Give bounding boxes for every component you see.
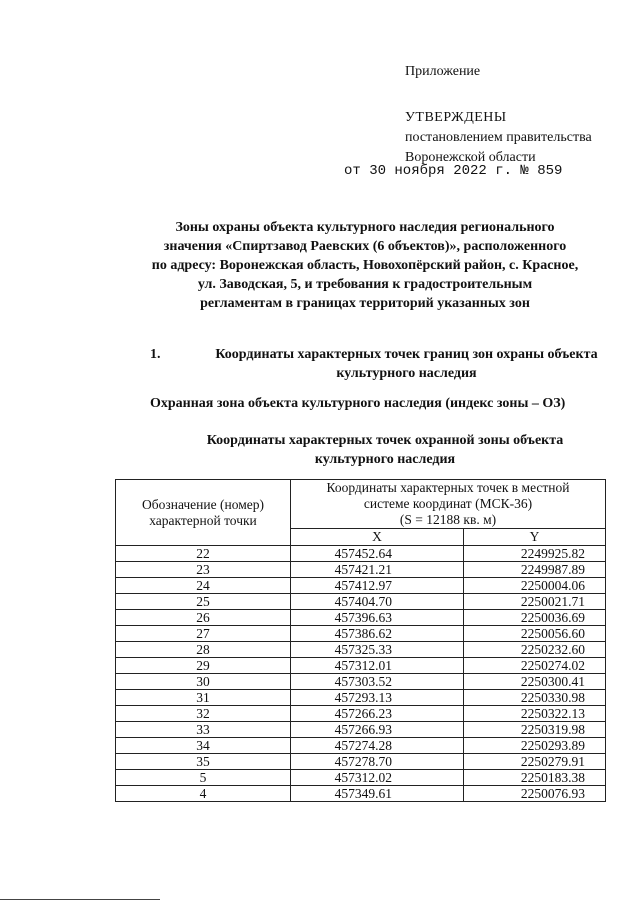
- y-cell: 2250274.02: [464, 658, 606, 674]
- x-cell: 457266.23: [291, 706, 464, 722]
- x-cell: 457293.13: [291, 690, 464, 706]
- table-row: [116, 658, 606, 674]
- table-row: [116, 786, 606, 802]
- section-number: 1.: [150, 347, 161, 362]
- x-column-header: X: [291, 529, 464, 546]
- zone-heading: Охранная зона объекта культурного наследия (индекс зоны – ОЗ): [150, 396, 566, 411]
- point-header-line-2: характерной точки: [149, 512, 257, 528]
- x-cell: 457421.21: [291, 562, 464, 578]
- point-header-line-1: Обозначение (номер): [142, 496, 264, 512]
- point-cell: 5: [116, 770, 291, 786]
- x-cell: 457386.62: [291, 626, 464, 642]
- y-cell: 2250183.38: [464, 770, 606, 786]
- y-cell: 2250076.93: [464, 786, 606, 802]
- title-line-3: по адресу: Воронежская область, Новохопёрский район, с. Красное,: [151, 258, 579, 273]
- approved-by-line-2: Воронежской области: [405, 150, 536, 165]
- title-line-1: Зоны охраны объекта культурного наследия регионального: [175, 220, 555, 235]
- x-cell: 457349.61: [291, 786, 464, 802]
- title-line-5: регламентам в границах территорий указанных зон: [200, 296, 530, 311]
- point-cell: 29: [116, 658, 291, 674]
- table-row: [116, 642, 606, 658]
- y-cell: 2250300.41: [464, 674, 606, 690]
- y-cell: 2250004.06: [464, 578, 606, 594]
- point-cell: 4: [116, 786, 291, 802]
- y-cell: 2250021.71: [464, 594, 606, 610]
- point-cell: 27: [116, 626, 291, 642]
- approval-block: [405, 108, 592, 168]
- point-column-header: [116, 480, 291, 546]
- x-cell: 457404.70: [291, 594, 464, 610]
- table-header-row: [116, 480, 606, 529]
- section-title-line-1: Координаты характерных точек границ зон охраны объекта: [215, 347, 598, 362]
- point-cell: 28: [116, 642, 291, 658]
- table-row: [116, 722, 606, 738]
- point-cell: 25: [116, 594, 291, 610]
- point-cell: 22: [116, 546, 291, 562]
- title-line-2: значения «Спиртзавод Раевских (6 объектов)», расположенного: [163, 239, 567, 254]
- point-cell: 35: [116, 754, 291, 770]
- y-cell: 2250036.69: [464, 610, 606, 626]
- y-cell: 2250322.13: [464, 706, 606, 722]
- table-row: [116, 562, 606, 578]
- appendix-label: Приложение: [405, 64, 481, 79]
- x-cell: 457266.93: [291, 722, 464, 738]
- y-cell: 2250293.89: [464, 738, 606, 754]
- x-cell: 457396.63: [291, 610, 464, 626]
- coords-column-header: [291, 480, 606, 529]
- coords-header-line-1: Координаты характерных точек в местной: [326, 480, 570, 495]
- title-line-4: ул. Заводская, 5, и требования к градостроительным: [197, 277, 533, 292]
- table-title: [150, 431, 620, 469]
- x-cell: 457303.52: [291, 674, 464, 690]
- point-cell: 33: [116, 722, 291, 738]
- y-cell: 2250056.60: [464, 626, 606, 642]
- table-row: [116, 690, 606, 706]
- table-row: [116, 546, 606, 562]
- point-cell: 26: [116, 610, 291, 626]
- x-cell: 457412.97: [291, 578, 464, 594]
- point-cell: 23: [116, 562, 291, 578]
- point-cell: 24: [116, 578, 291, 594]
- table-title-line-1: Координаты характерных точек охранной зоны объекта: [206, 433, 564, 448]
- y-cell: 2250319.98: [464, 722, 606, 738]
- y-column-header: Y: [464, 529, 606, 546]
- approved-heading: УТВЕРЖДЕНЫ: [405, 110, 507, 125]
- x-cell: 457312.01: [291, 658, 464, 674]
- table-row: [116, 578, 606, 594]
- section-title-line-2: культурного наследия: [336, 366, 477, 381]
- point-cell: 32: [116, 706, 291, 722]
- table-row: [116, 610, 606, 626]
- x-cell: 457278.70: [291, 754, 464, 770]
- table-title-line-2: культурного наследия: [314, 452, 456, 467]
- document-title: [100, 218, 630, 313]
- coordinates-table: [115, 479, 606, 802]
- y-cell: 2250330.98: [464, 690, 606, 706]
- table-row: [116, 754, 606, 770]
- table-row: [116, 770, 606, 786]
- decree-date: от 30 ноября 2022 г. № 859: [344, 163, 563, 179]
- approved-by-line-1: постановлением правительства: [405, 130, 592, 145]
- x-cell: 457274.28: [291, 738, 464, 754]
- point-cell: 30: [116, 674, 291, 690]
- y-cell: 2249987.89: [464, 562, 606, 578]
- y-cell: 2250232.60: [464, 642, 606, 658]
- coords-header-line-3: (S = 12188 кв. м): [399, 512, 497, 527]
- footnote-divider: [0, 899, 160, 900]
- table-row: [116, 706, 606, 722]
- point-cell: 31: [116, 690, 291, 706]
- x-cell: 457312.02: [291, 770, 464, 786]
- table-row: [116, 626, 606, 642]
- section-1-heading: [150, 345, 620, 383]
- table-row: [116, 738, 606, 754]
- table-row: [116, 594, 606, 610]
- table-row: [116, 674, 606, 690]
- y-cell: 2249925.82: [464, 546, 606, 562]
- point-cell: 34: [116, 738, 291, 754]
- coords-header-line-2: системе координат (МСК-36): [363, 496, 533, 511]
- y-cell: 2250279.91: [464, 754, 606, 770]
- x-cell: 457452.64: [291, 546, 464, 562]
- x-cell: 457325.33: [291, 642, 464, 658]
